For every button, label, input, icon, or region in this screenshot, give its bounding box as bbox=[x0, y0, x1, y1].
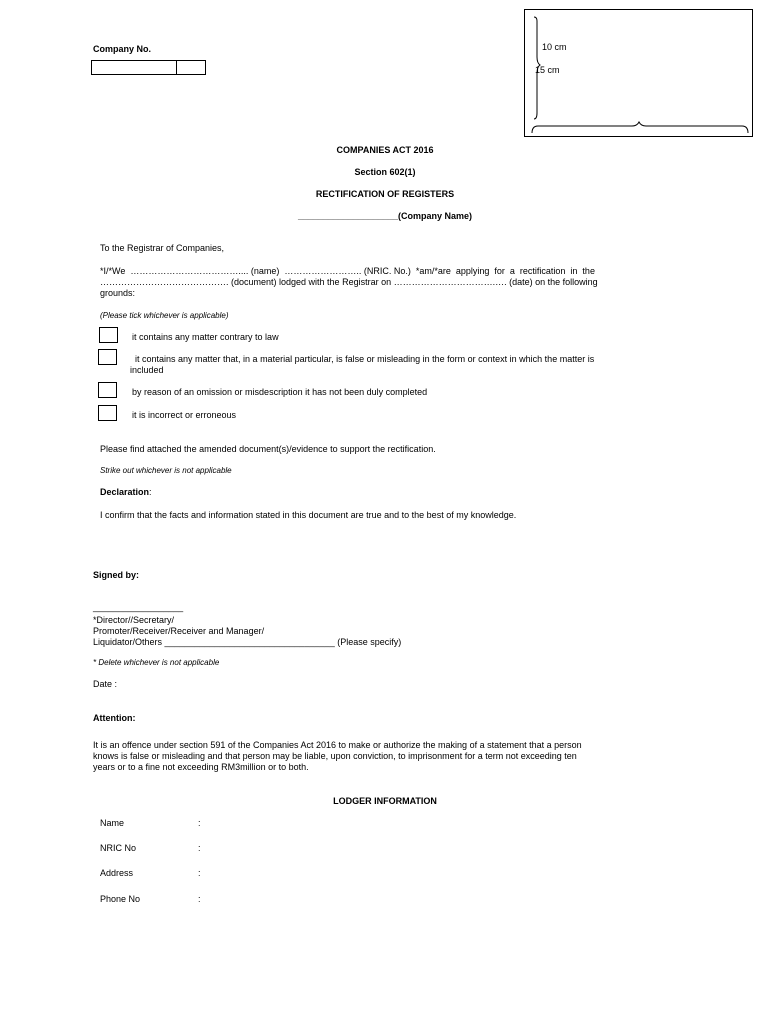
application-line-2: ……………………………………. (document) lodged with the Registrar on …………………………….…. (date) on the following bbox=[100, 277, 598, 287]
attached-note: Please find attached the amended document(s)/evidence to support the rectification. bbox=[100, 444, 436, 454]
frame-width-label: 10 cm bbox=[542, 42, 567, 52]
role-line-2: Promoter/Receiver/Receiver and Manager/ bbox=[93, 626, 265, 636]
declaration-label: Declaration bbox=[100, 487, 150, 497]
ground-checkbox-false-or-misleading[interactable] bbox=[98, 349, 117, 365]
ground-checkbox-contrary-to-law[interactable] bbox=[99, 327, 118, 343]
attention-line-3: years or to a fine not exceeding RM3million or to both. bbox=[93, 762, 309, 772]
lodger-phone-label: Phone No bbox=[100, 894, 141, 904]
lodger-heading: LODGER INFORMATION bbox=[333, 796, 437, 806]
attention-label: Attention: bbox=[93, 713, 136, 723]
attention-line-1: It is an offence under section 591 of the Companies Act 2016 to make or authorize the making of a statement that a person bbox=[93, 740, 582, 750]
declaration-text: I confirm that the facts and information stated in this document are true and to the best of my knowledge. bbox=[100, 510, 517, 520]
company-no-label: Company No. bbox=[93, 44, 152, 54]
lodger-address-colon: : bbox=[198, 868, 201, 878]
application-line-1: *I/*We ……………………………….... (name) …………………….. (NRIC. No.) *am/*are applying for a rectification in the bbox=[100, 266, 595, 276]
lodger-nric-colon: : bbox=[198, 843, 201, 853]
frame-height-label: 15 cm bbox=[535, 65, 560, 75]
lodger-phone-colon: : bbox=[198, 894, 201, 904]
tick-note: (Please tick whichever is applicable) bbox=[100, 311, 229, 320]
application-line-3: grounds: bbox=[100, 288, 136, 298]
declaration-heading bbox=[100, 487, 152, 497]
section-title: Section 602(1) bbox=[354, 167, 416, 177]
signature-line[interactable]: __________________ bbox=[93, 602, 184, 612]
addressee: To the Registrar of Companies, bbox=[100, 243, 225, 253]
attention-line-2: knows is false or misleading and that person may be liable, upon conviction, to imprisonment for a term not exceeding ten bbox=[93, 751, 577, 761]
ground-label-incorrect: it is incorrect or erroneous bbox=[132, 410, 237, 420]
lodger-nric-label: NRIC No bbox=[100, 843, 137, 853]
declaration-colon: : bbox=[149, 487, 152, 497]
ground-checkbox-incorrect[interactable] bbox=[98, 405, 117, 421]
date-label: Date : bbox=[93, 679, 118, 689]
company-no-box-divider bbox=[176, 61, 177, 74]
form-heading: RECTIFICATION OF REGISTERS bbox=[315, 189, 455, 199]
company-name-field[interactable]: ____________________(Company Name) bbox=[297, 211, 473, 221]
signed-by-label: Signed by: bbox=[93, 570, 140, 580]
ground-checkbox-omission[interactable] bbox=[98, 382, 117, 398]
act-title: COMPANIES ACT 2016 bbox=[336, 145, 434, 155]
delete-note: * Delete whichever is not applicable bbox=[93, 658, 220, 667]
lodger-address-label: Address bbox=[100, 868, 134, 878]
ground-label-false-or-misleading-cont: included bbox=[130, 365, 164, 375]
company-no-field[interactable] bbox=[91, 60, 206, 75]
ground-label-omission: by reason of an omission or misdescription it has not been duly completed bbox=[132, 387, 428, 397]
lodger-name-colon: : bbox=[198, 818, 201, 828]
ground-label-contrary-to-law: it contains any matter contrary to law bbox=[132, 332, 279, 342]
lodger-name-label: Name bbox=[100, 818, 125, 828]
strike-note: Strike out whichever is not applicable bbox=[100, 466, 232, 475]
role-line-1: *Director//Secretary/ bbox=[93, 615, 175, 625]
role-line-3: Liquidator/Others __________________________________ (Please specify) bbox=[93, 637, 402, 647]
ground-label-false-or-misleading: it contains any matter that, in a material particular, is false or misleading in the form or context in which the matter is bbox=[135, 354, 595, 364]
width-brace bbox=[532, 122, 748, 133]
